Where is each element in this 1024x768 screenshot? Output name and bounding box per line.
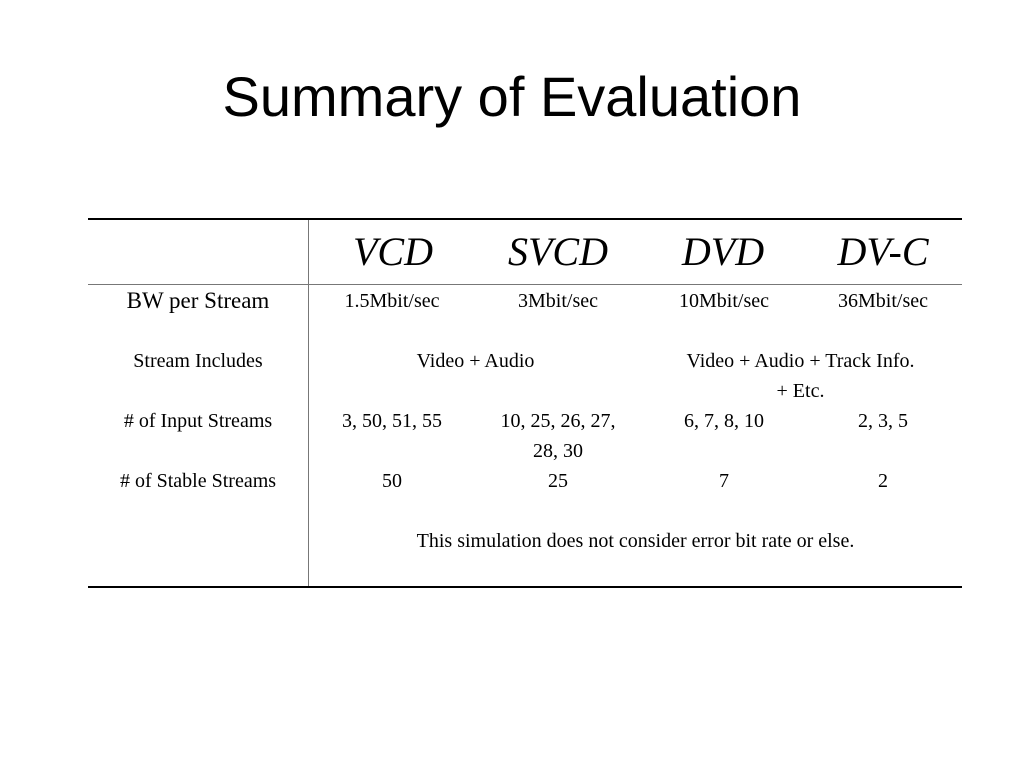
table-top-rule (88, 218, 962, 220)
row-label-stable-streams: # of Stable Streams (119, 470, 277, 492)
row-label-bw-per-stream: BW per Stream (126, 288, 270, 313)
cell-input-svcd-line1: 10, 25, 26, 27, (500, 410, 616, 432)
cell-input-vcd: 3, 50, 51, 55 (342, 410, 442, 432)
cell-stable-dv-c: 2 (878, 470, 888, 492)
cell-stable-vcd: 50 (382, 470, 402, 492)
column-header-svcd: SVCD (508, 229, 608, 274)
cell-input-svcd-line2: 28, 30 (533, 440, 583, 462)
table-header-rule (88, 284, 962, 285)
table-column-divider (308, 220, 309, 586)
row-label-stream-includes: Stream Includes (133, 350, 263, 372)
cell-bw-vcd: 1.5Mbit/sec (344, 290, 440, 312)
column-header-dv-c: DV-C (837, 229, 929, 274)
cell-stable-dvd: 7 (719, 470, 729, 492)
cell-bw-dv-c: 36Mbit/sec (838, 290, 928, 312)
cell-bw-svcd: 3Mbit/sec (518, 290, 598, 312)
table-footnote: This simulation does not consider error bit rate or else. (416, 530, 855, 552)
summary-table (88, 218, 962, 589)
row-label-input-streams: # of Input Streams (123, 410, 273, 432)
cell-includes-dvd-dv-c-line1: Video + Audio + Track Info. (686, 350, 915, 372)
column-header-vcd: VCD (353, 229, 433, 274)
cell-input-dv-c: 2, 3, 5 (858, 410, 908, 432)
cell-includes-vcd-svcd: Video + Audio (416, 350, 535, 372)
cell-input-dvd: 6, 7, 8, 10 (684, 410, 764, 432)
cell-bw-dvd: 10Mbit/sec (679, 290, 769, 312)
slide-title: Summary of Evaluation (222, 65, 802, 128)
cell-stable-svcd: 25 (548, 470, 568, 492)
table-bottom-rule (88, 586, 962, 588)
column-header-dvd: DVD (681, 229, 765, 274)
cell-includes-dvd-dv-c-line2: + Etc. (776, 380, 825, 402)
